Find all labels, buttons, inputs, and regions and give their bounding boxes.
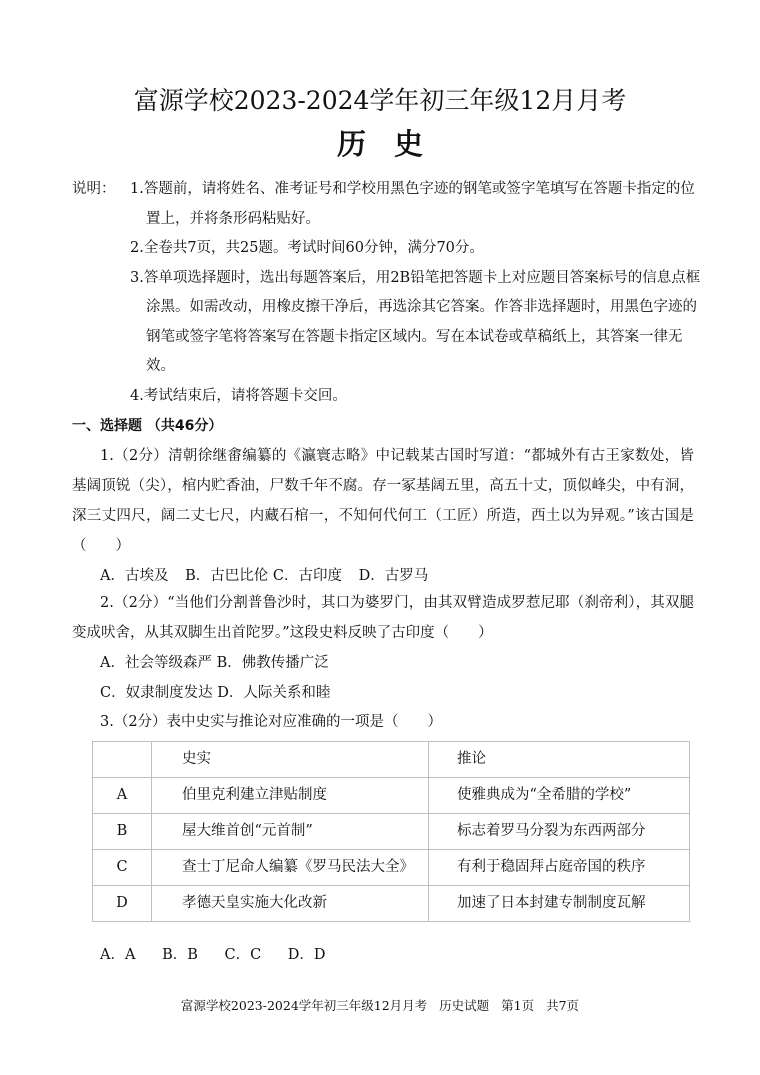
page-footer [0, 996, 760, 1016]
instructions-label: 说明： [72, 181, 116, 197]
option-d: D．古罗马 [358, 568, 429, 584]
question-3 [72, 707, 694, 737]
table-header-cell: 史实 [152, 742, 429, 778]
option-d: D．D [287, 947, 326, 963]
option-row [100, 942, 348, 968]
table-header-cell: 推论 [429, 742, 690, 778]
table-cell: 加速了日本封建专制制度瓦解 [429, 886, 690, 922]
table-row [93, 850, 690, 886]
exam-title: 富源学校2023-2024学年初三年级12月月考 [133, 86, 627, 115]
table-cell: 有利于稳固拜占庭帝国的秩序 [429, 850, 690, 886]
table-cell: 标志着罗马分裂为东西两部分 [429, 814, 690, 850]
table-cell: C [93, 850, 152, 886]
facts-table [92, 741, 690, 922]
option-c: C．C [224, 947, 262, 963]
section-heading: 一、选择题 （共46分） [72, 418, 223, 434]
table-row [93, 886, 690, 922]
option-row: A．社会等级森严 B．佛教传播广泛 [100, 655, 329, 671]
question-stem: 2.（2分）“当他们分割普鲁沙时，其口为婆罗门，由其双臂造成罗惹尼耶（刹帝利），其双腿变成吠舍，从其双脚生出首陀罗。”这段史料反映了古印度（ ） [72, 595, 694, 641]
table-row [93, 778, 690, 814]
option-a: A．古埃及 [100, 568, 169, 584]
instruction-item: 3.答单项选择题时，选出每题答案后，用2B铅笔把答题卡上对应题目答案标号的信息点框涂黑。如需改动，用橡皮擦干净后，再选涂其它答案。作答非选择题时，用黑色字迹的钢笔或签字笔将答案写在答题卡指定区域内。写在本试卷或草稿纸上，其答案一律无效。 [130, 269, 701, 374]
table-row [93, 814, 690, 850]
option-b-c: B．古巴比伦 C．古印度 [185, 568, 342, 584]
table-header-cell [93, 742, 152, 778]
footer-paper: 历史试题 [439, 998, 490, 1013]
table-cell: A [93, 778, 152, 814]
instruction-item: 4.考试结束后，请将答题卡交回。 [130, 387, 347, 404]
instruction-item: 1.答题前，请将姓名、准考证号和学校用黑色字迹的钢笔或签字笔填写在答题卡指定的位置上，并将条形码粘贴好。 [130, 181, 695, 227]
table-cell: D [93, 886, 152, 922]
footer-exam: 富源学校2023-2024学年初三年级12月月考 [180, 998, 428, 1013]
instruction-item: 2.全卷共7页，共25题。考试时间60分钟，满分70分。 [130, 240, 484, 256]
table-cell: 孝德天皇实施大化改新 [152, 886, 429, 922]
question-stem: 1.（2分）清朝徐继畬编纂的《瀛寰志略》中记载某古国时写道：“都城外有古王家数处，皆基阔顶锐（尖），棺内贮香油，尸数千年不腐。存一冢基阔五里，高五十丈，顶似峰尖，中有洞，深三丈四尺，阔二丈七尺，内藏石棺一，不知何代何工（工匠）所造，西土以为异观。”该古国是（ ） [72, 448, 694, 554]
option-a: A．A [100, 947, 136, 963]
option-row: C．奴隶制度发达 D．人际关系和睦 [100, 685, 331, 701]
table-cell: 使雅典成为“全希腊的学校” [429, 778, 690, 814]
subject-title: 历史 [336, 127, 451, 161]
option-row [72, 561, 694, 591]
question-stem: 3.（2分）表中史实与推论对应准确的一项是（ ） [100, 714, 443, 730]
table-header-row [93, 742, 690, 778]
table-cell: 查士丁尼命人编纂《罗马民法大全》 [152, 850, 429, 886]
question-2 [72, 588, 694, 708]
option-b: B．B [162, 947, 198, 963]
footer-page: 第1页 [501, 998, 535, 1013]
table-cell: 伯里克利建立津贴制度 [152, 778, 429, 814]
footer-total: 共7页 [546, 998, 580, 1013]
question-1 [72, 441, 694, 591]
instructions [72, 175, 702, 411]
table-cell: B [93, 814, 152, 850]
table-cell: 屋大维首创“元首制” [152, 814, 429, 850]
